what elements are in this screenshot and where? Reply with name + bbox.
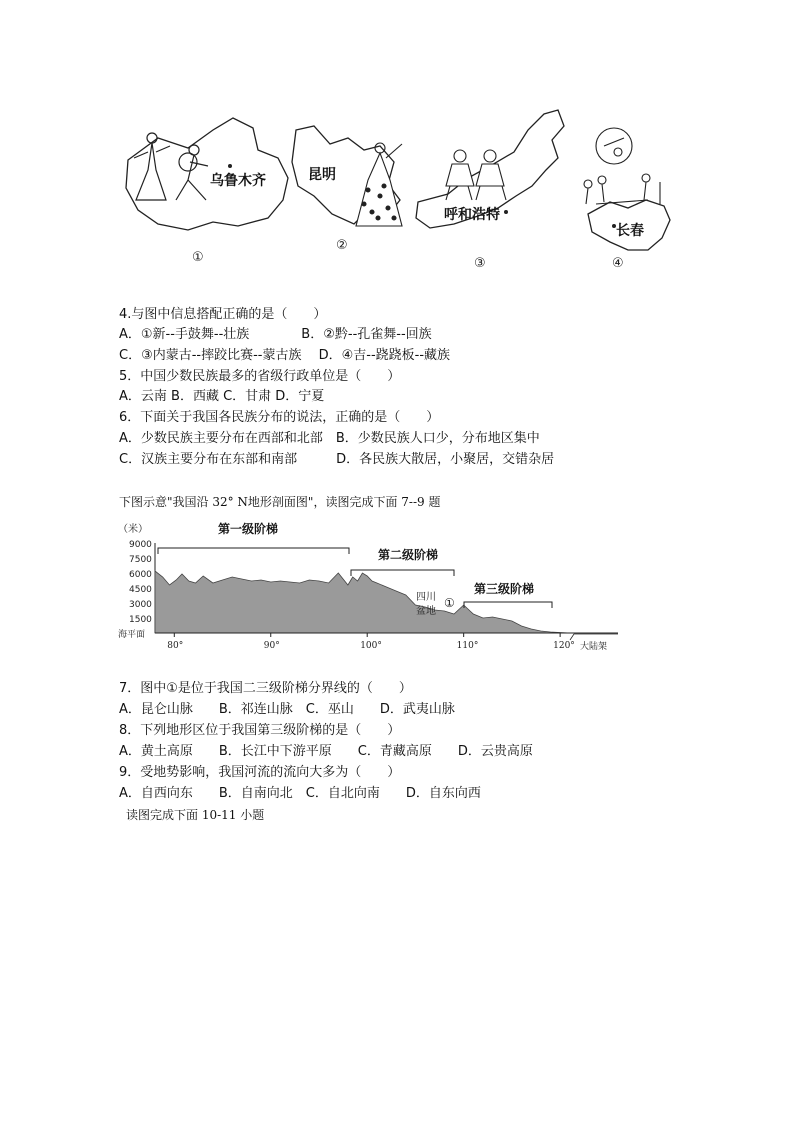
question-4-stem: 4.与图中信息搭配正确的是（ ） xyxy=(119,307,327,322)
y-axis-ticks xyxy=(118,540,155,640)
y-tick-label: 7500 xyxy=(129,555,152,565)
step-3-label: 第三级阶梯 xyxy=(474,582,535,596)
question-6-options-cd: C．汉族主要分布在东部和南部 D．各民族大散居，小聚居，交错杂居 xyxy=(119,452,555,467)
terrain-profile-chart xyxy=(118,518,623,658)
question-9-options: A．自西向东 B．自南向北 C．自北向南 D．自东向西 xyxy=(119,786,481,801)
step-2-label: 第二级阶梯 xyxy=(378,548,439,562)
question-6-stem: 6．下面关于我国各民族分布的说法，正确的是（ ） xyxy=(119,410,440,425)
terrain-profile-svg xyxy=(118,518,623,658)
question-7-stem: 7．图中①是位于我国二三级阶梯分界线的（ ） xyxy=(119,681,412,696)
province-maps-figure xyxy=(118,100,678,280)
y-tick-label: 1500 xyxy=(129,615,152,625)
map-number-4: ④ xyxy=(612,256,624,271)
question-5-options: A．云南 B．西藏 C．甘肃 D．宁夏 xyxy=(119,389,325,404)
x-tick-label: 120° xyxy=(553,641,575,651)
city-label-hohhot: 呼和浩特 xyxy=(444,207,500,223)
city-label-urumqi: 乌鲁木齐 xyxy=(210,173,266,189)
x-tick-label: 100° xyxy=(360,641,382,651)
x-tick-label: 110° xyxy=(456,641,479,651)
step-3-bracket xyxy=(464,602,552,608)
city-label-changchun: 长春 xyxy=(616,223,644,239)
y-tick-label: 6000 xyxy=(129,570,152,580)
question-8-stem: 8．下列地形区位于我国第三级阶梯的是（ ） xyxy=(119,723,401,738)
sichuan-basin-label-1: 四川 xyxy=(416,592,436,603)
y-axis-unit-label: （米） xyxy=(118,524,148,535)
map-number-2: ② xyxy=(336,238,348,253)
y-tick-label: 3000 xyxy=(129,600,152,610)
continental-shelf-label: 大陆架 xyxy=(580,642,608,652)
question-4-options-ab: A．①新--手鼓舞--壮族 B．②黔--孔雀舞--回族 xyxy=(119,327,432,342)
marker-1-label: ① xyxy=(444,596,455,610)
question-9-stem: 9．受地势影响，我国河流的流向大多为（ ） xyxy=(119,765,401,780)
question-8-options: A．黄土高原 B．长江中下游平原 C．青藏高原 D．云贵高原 xyxy=(119,744,533,759)
x-tick-label: 80° xyxy=(167,641,184,651)
question-5-stem: 5．中国少数民族最多的省级行政单位是（ ） xyxy=(119,369,401,384)
question-6-options-ab: A．少数民族主要分布在西部和北部 B．少数民族人口少，分布地区集中 xyxy=(119,431,540,446)
x-tick-label: 90° xyxy=(263,641,280,651)
profile-intro-text: 下图示意"我国沿 32° N地形剖面图"，读图完成下面 7--9 题 xyxy=(119,495,441,509)
question-4-options-cd: C．③内蒙古--摔跤比赛--蒙古族 D．④吉--跷跷板--藏族 xyxy=(119,348,451,363)
map-number-1: ① xyxy=(192,250,204,265)
map-number-3: ③ xyxy=(474,256,486,271)
seesaw-illustration xyxy=(584,128,660,204)
questions-10-11-intro: 读图完成下面 10-11 小题 xyxy=(126,808,265,822)
y-tick-label: 4500 xyxy=(129,585,152,595)
step-1-bracket xyxy=(158,548,349,554)
y-tick-label: 9000 xyxy=(129,540,152,550)
sichuan-basin-label-2: 盆地 xyxy=(416,606,436,617)
question-7-options: A．昆仑山脉 B．祁连山脉 C．巫山 D．武夷山脉 xyxy=(119,702,455,717)
step-1-label: 第一级阶梯 xyxy=(218,522,279,536)
y-tick-label: 海平面 xyxy=(118,630,146,640)
city-label-kunming: 昆明 xyxy=(308,167,336,183)
x-axis-ticks xyxy=(167,633,575,651)
continental-shelf-line xyxy=(570,634,618,640)
